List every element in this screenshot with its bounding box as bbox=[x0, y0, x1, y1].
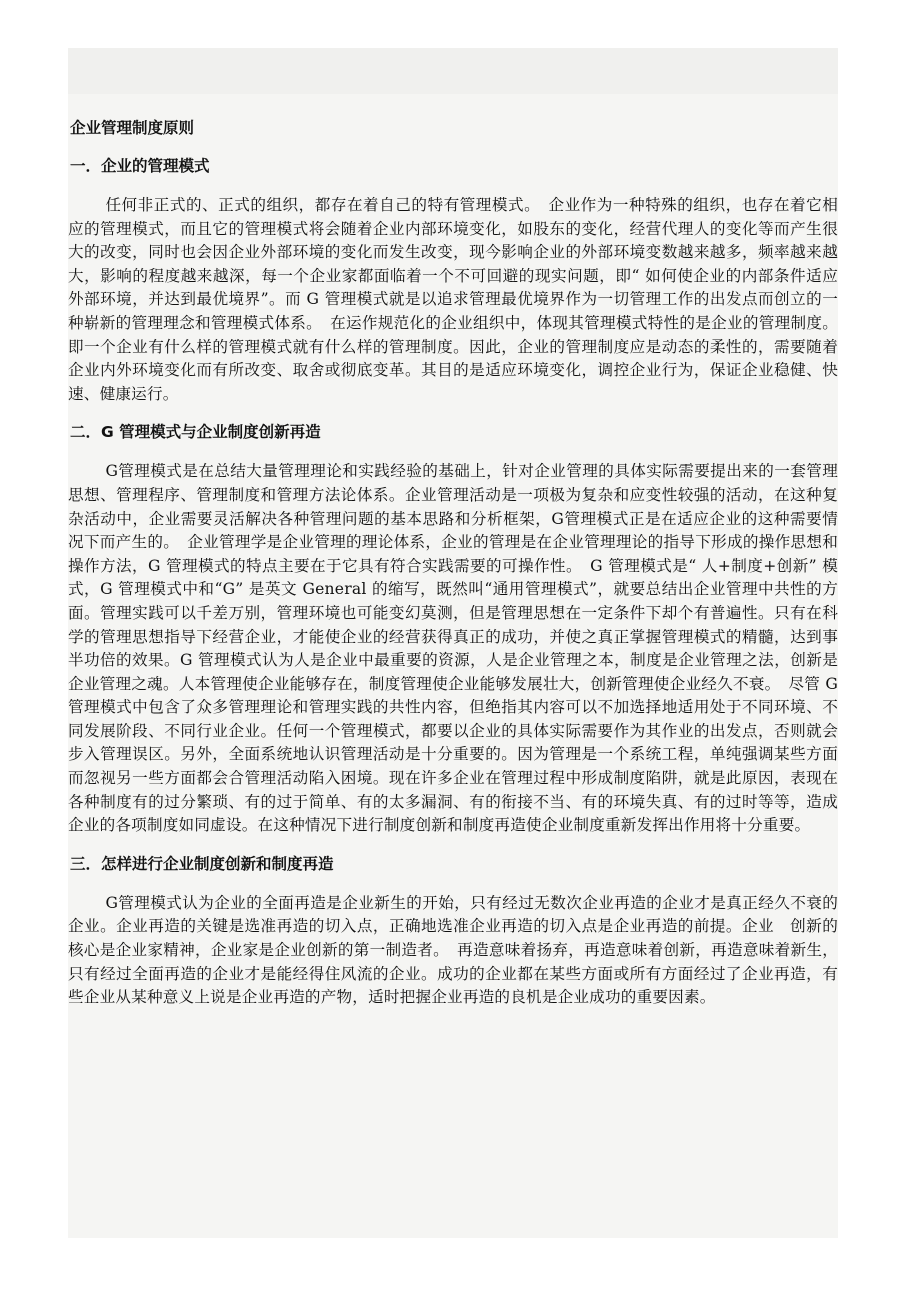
section-heading-3: 三．怎样进行企业制度创新和制度再造 bbox=[70, 854, 334, 873]
document-content bbox=[68, 116, 838, 1024]
section-heading-1: 一．企业的管理模式 bbox=[70, 157, 210, 175]
document-title: 企业管理制度原则 bbox=[70, 119, 195, 137]
section-paragraph-2: G管理模式是在总结大量管理理论和实践经验的基础上，针对企业管理的具体实际需要提出来的一套管理思想、管理程序、管理制度和管理方法论体系。企业管理活动是一项极为复杂和应变性较强的活动，在这种复杂活动中，企业需要灵活解决各种管理问题的基本思路和分析框架，G管理模式正是在适应企业的这种需要情况下而产生的。 企业管理学是企业管理的理论体系，企业的管理是在企业管理理论的指导下形成的操作思想和操作方法，G 管理模式的特点主要在于它具有符合实践需要的可操作性。 G 管理模式是“ 人+制度+创新” 模式，G 管理模式中和“G” 是英文 General 的缩写，既然叫“通用管理模式”，就要总结出企业管理中共性的方面。管理实践可以千差万别，管理环境也可能变幻莫测，但是管理思想在一定条件下却个有普遍性。只有在科学的管理思想指导下经营企业，才能使企业的经营获得真正的成功，并使之真正掌握管理模式的精髓，达到事半功倍的效果。G 管理模式认为人是企业中最重要的资源，人是企业管理之本，制度是企业管理之法，创新是企业管理之魂。人本管理使企业能够存在，制度管理使企业能够发展壮大，创新管理使企业经久不衰。 尽管 G 管理模式中包含了众多管理理论和管理实践的共性内容，但绝指其内容可以不加选择地适用处于不同环境、不同发展阶段、不同行业企业。任何一个管理模式，都要以企业的具体实际需要作为其作业的出发点，否则就会步入管理误区。另外，全面系统地认识管理活动是十分重要的。因为管理是一个系统工程，单纯强调某些方面而忽视另一些方面都会合管理活动陷入困境。现在许多企业在管理过程中形成制度陷阱，就是此原因，表现在各种制度有的过分繁琐、有的过于简单、有的太多漏洞、有的衔接不当、有的环境失真、有的过时等等，造成企业的各项制度如同虚设。在这种情况下进行制度创新和制度再造使企业制度重新发挥出作用将十分重要。 bbox=[68, 462, 838, 835]
document-page bbox=[68, 48, 838, 1238]
section-paragraph-1: 任何非正式的、正式的组织，都存在着自己的特有管理模式。 企业作为一种特殊的组织，也存在着它相应的管理模式，而且它的管理模式将会随着企业内部环境变化，如股东的变化，经营代理人的变化等而产生很大的改变，同时也会因企业外部环境的变化而发生改变，现今影响企业的外部环境变数越来越多，频率越来越大，影响的程度越来越深，每一个企业家都面临着一个不可回避的现实问题，即“ 如何使企业的内部条件适应外部环境，并达到最优境界”。而 G 管理模式就是以追求管理最优境界作为一切管理工作的出发点而创立的一种崭新的管理理念和管理模式体系。 在运作规范化的企业组织中，体现其管理模式特性的是企业的管理制度。即一个企业有什么样的管理模式就有什么样的管理制度。因此，企业的管理制度应是动态的柔性的，需要随着企业内外环境变化而有所改变、取舍或彻底变革。其目的是适应环境变化，调控企业行为，保证企业稳健、快速、健康运行。 bbox=[68, 196, 838, 403]
section-paragraph-3: G管理模式认为企业的全面再造是企业新生的开始，只有经过无数次企业再造的企业才是真正经久不衰的企业。企业再造的关键是选准再造的切入点，正确地选准企业再造的切入点是企业再造的前提。企业 创新的核心是企业家精神，企业家是企业创新的第一制造者。 再造意味着扬弃，再造意味着创新，再造意味着新生，只有经过全面再造的企业才是能经得住风流的企业。成功的企业都在某些方面或所有方面经过了企业再造，有些企业从某种意义上说是企业再造的产物，适时把握企业再造的良机是企业成功的重要因素。 bbox=[68, 893, 838, 1007]
page-header-band bbox=[68, 48, 838, 94]
section-heading-2: 二．G 管理模式与企业制度创新再造 bbox=[70, 423, 321, 442]
